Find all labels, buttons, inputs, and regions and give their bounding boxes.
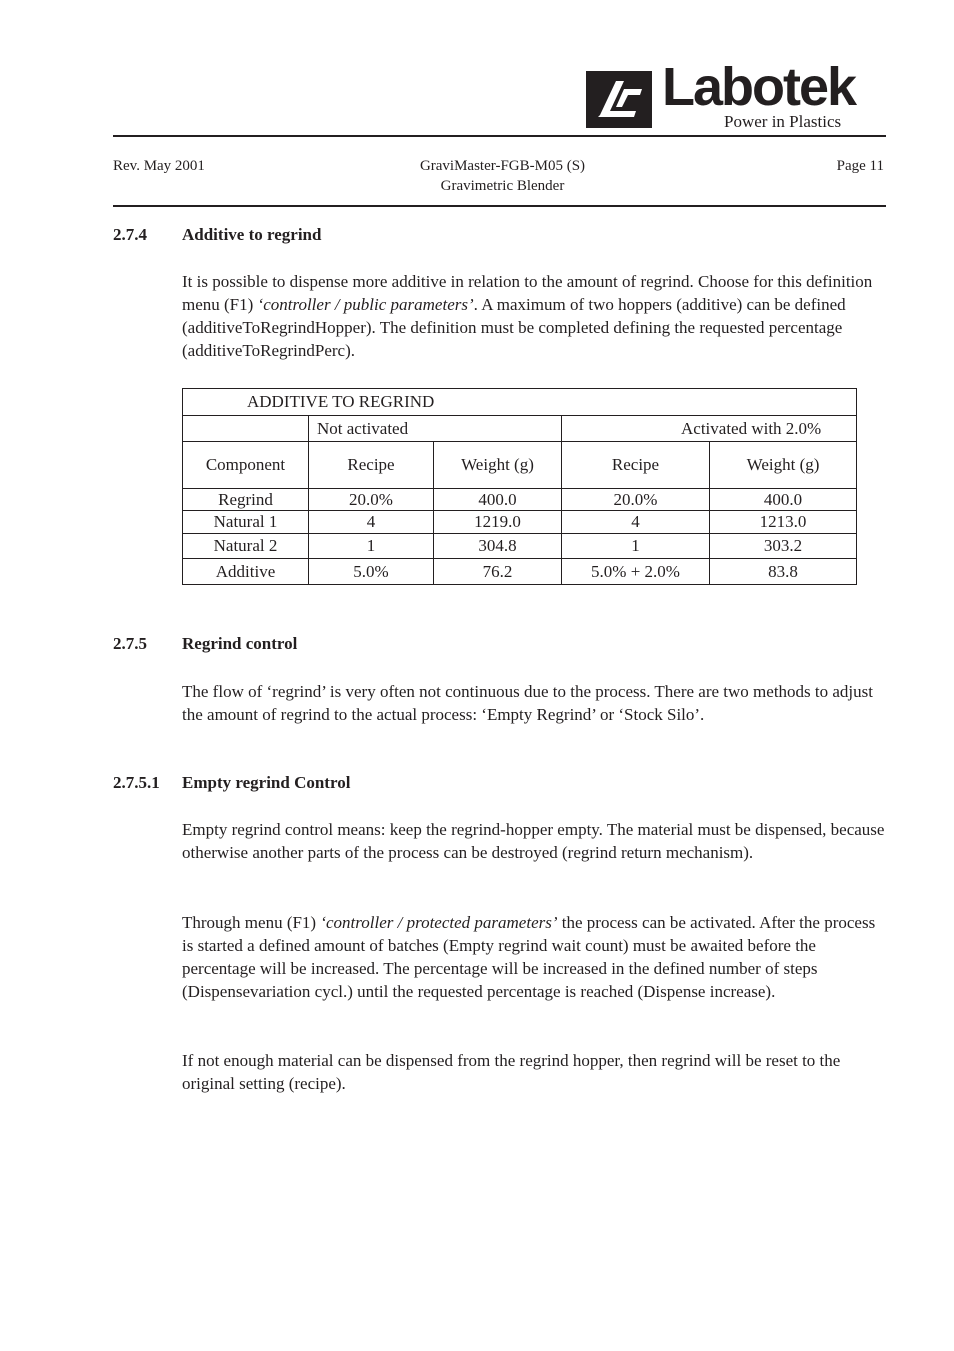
table-cell: 76.2 [434,559,562,585]
table-row [183,559,857,585]
header-revision: Rev. May 2001 [113,158,205,174]
header-product [400,156,605,196]
paragraph-regrind-reset: If not enough material can be dispensed from the regrind hopper, then regrind will be reset to the original setting (recipe). [182,1051,841,1093]
table-cell: 303.2 [710,534,857,559]
header-product-subtitle: Gravimetric Blender [440,178,565,194]
table-cell: 83.8 [710,559,857,585]
table-cell: Natural 1 [183,511,309,534]
table-row [183,489,857,511]
table-row [183,511,857,534]
table-cell: 1 [309,534,434,559]
group-activated: Activated with 2.0% [562,416,857,442]
table-header-row [183,442,857,489]
additive-to-regrind-table [182,388,857,585]
paragraph-empty-regrind-definition: Empty regrind control means: keep the regrind-hopper empty. The material must be dispensed, because otherwise another parts of the process can be destroyed (regrind return mechanism). [182,820,885,862]
table-cell: 20.0% [562,489,710,511]
section-title: Empty regrind Control [182,773,351,792]
table-cell: 5.0% [309,559,434,585]
table-cell: Regrind [183,489,309,511]
table-cell: 400.0 [434,489,562,511]
header-rule-bottom [113,205,886,207]
header-page-number: Page 11 [836,158,884,174]
group-not-activated: Not activated [309,416,562,442]
table-cell: Additive [183,559,309,585]
paragraph-empty-regrind-activation [182,911,887,1003]
menu-path-text: ‘controller / public parameters’ [257,295,474,314]
table-cell: 4 [562,511,710,534]
logo-tagline: Power in Plastics [724,112,842,131]
section-title: Regrind control [182,634,298,653]
paragraph-additive-to-regrind [182,270,887,362]
column-header: Weight (g) [710,442,857,489]
labotek-logo-icon [586,71,652,128]
table-cell: 1213.0 [710,511,857,534]
table-title-row [183,389,857,416]
paragraph-text: . A maximum of two hoppers (additive) can be defined (additiveToRegrindHopper). The definition must be completed defining the requested percentage (additiveToRegrindPerc). [182,295,846,360]
section-number: 2.7.5 [113,634,147,653]
section-title: Additive to regrind [182,225,322,244]
paragraph-text: Through menu (F1) [182,913,321,932]
table-cell: 400.0 [710,489,857,511]
menu-path-text: ‘controller / protected parameters’ [320,913,558,932]
table-cell: 1219.0 [434,511,562,534]
table-cell: 4 [309,511,434,534]
table-cell: 304.8 [434,534,562,559]
paragraph-text: the process can be activated. After the process is started a defined amount of batches (Empty regrind wait count) must be awaited before the percentage will be increased. The percentage will be increased in the defined number of steps (Dispensevariation cycl.) until the requested percentage is reached (Dispense increase). [182,913,876,1001]
table-row [183,534,857,559]
table-title: ADDITIVE TO REGRIND [183,389,857,416]
column-header: Weight (g) [434,442,562,489]
paragraph-text: It is possible to dispense more additive in relation to the amount of regrind. Choose for this definition menu (F1) [182,272,873,314]
section-number: 2.7.5.1 [113,773,160,792]
header-product-name: GraviMaster-FGB-M05 (S) [419,158,586,174]
table-group-row [183,416,857,442]
paragraph-regrind-control: The flow of ‘regrind’ is very often not continuous due to the process. There are two methods to adjust the amount of regrind to the actual process: ‘Empty Regrind’ or ‘Stock Silo’. [182,682,873,724]
table-cell: 20.0% [309,489,434,511]
table-cell-empty [183,416,309,442]
header-rule-top [113,135,886,137]
column-header: Component [183,442,309,489]
logo-wordmark: Labotek [662,57,856,117]
table-cell: 5.0% + 2.0% [562,559,710,585]
section-number: 2.7.4 [113,225,147,244]
column-header: Recipe [309,442,434,489]
table-cell: 1 [562,534,710,559]
table-cell: Natural 2 [183,534,309,559]
column-header: Recipe [562,442,710,489]
